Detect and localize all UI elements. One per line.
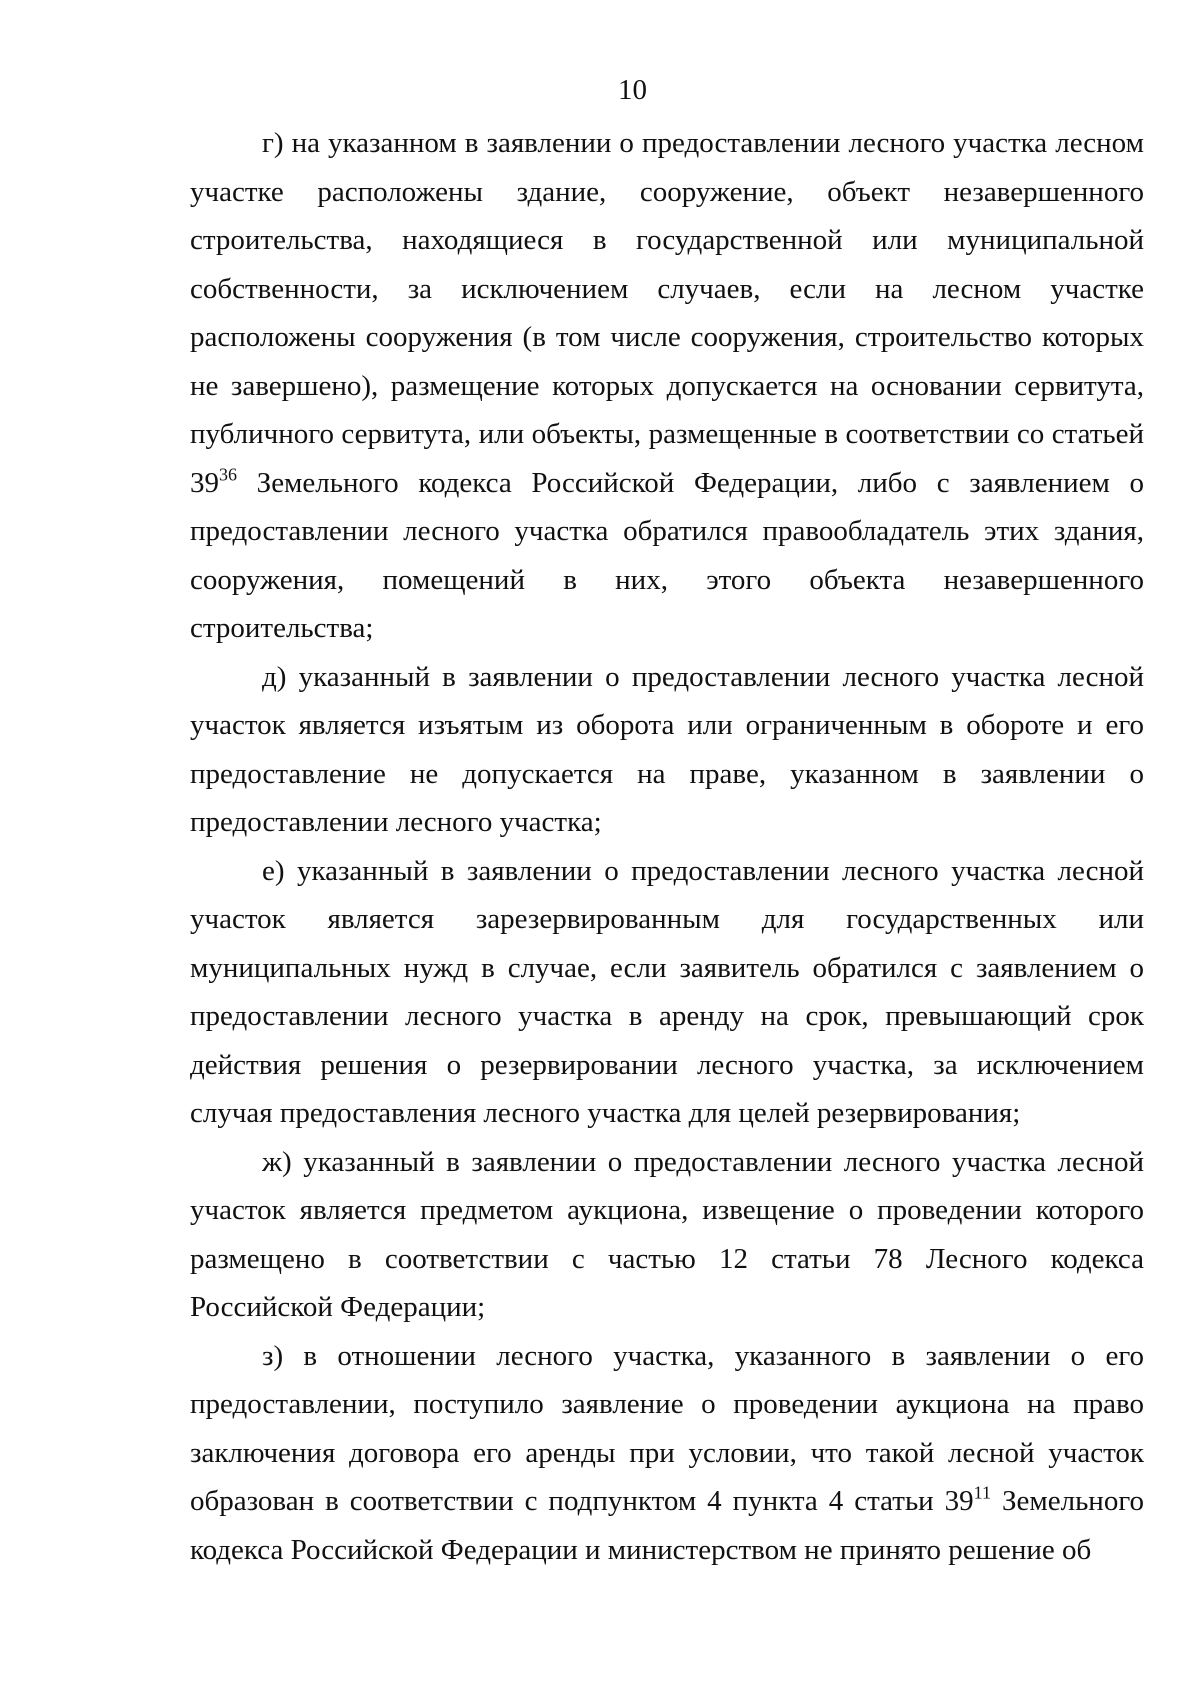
paragraph-text: е) указанный в заявлении о предоставлении лесного участка лесной участок является зарезервированным для государственных или муниципальных нужд в случае, если заявитель обратился с заявлением о предоставлении лесного участка в аренду на срок, превышающий срок действия решения о резервировании лесного участка, за исключением случая предоставления лесного участка для целей резервирования; <box>190 854 1144 1129</box>
paragraph-g <box>190 119 1144 653</box>
page-number: 10 <box>618 74 647 106</box>
paragraph-text: ж) указанный в заявлении о предоставлении лесного участка лесной участок является предметом аукциона, извещение о проведении которого размещено в соответствии с частью 12 статьи 78 Лесного кодекса Российской Федерации; <box>190 1145 1144 1323</box>
paragraph-text: г) на указанном в заявлении о предоставлении лесного участка лесном участке расположены здание, сооружение, объект незавершенного строительства, находящиеся в государственной или муниципальной собственности, за исключением случаев, если на лесном участке расположены сооружения (в том числе сооружения, строительство которых не завершено), размещение которых допускается на основании сервитута, публичного сервитута, или объекты, размещенные в соответствии со статьей 39 <box>190 127 1144 499</box>
paragraph-text: Земельного кодекса Российской Федерации и министерством не принято решение об <box>190 1485 1145 1566</box>
superscript: 36 <box>219 463 237 484</box>
paragraph-zh <box>190 1138 1144 1332</box>
paragraph-z <box>190 1332 1144 1575</box>
paragraph-text: д) указанный в заявлении о предоставлении лесного участка лесной участок является изъятым из оборота или ограниченным в обороте и его предоставление не допускается на праве, указанном в заявлении о предоставлении лесного участка; <box>190 660 1144 838</box>
document-body <box>190 119 1144 1574</box>
paragraph-text: з) в отношении лесного участка, указанного в заявлении о его предоставлении, поступило заявление о проведении аукциона на право заключения договора его аренды при условии, что такой лесной участок образован в соответствии с подпунктом 4 пункта 4 статьи 39 <box>190 1339 1144 1517</box>
paragraph-e <box>190 847 1144 1138</box>
paragraph-text: Земельного кодекса Российской Федерации, либо с заявлением о предоставлении лесного участка обратился правообладатель этих здания, сооружения, помещений в них, этого объекта незавершенного строительства; <box>190 466 1144 644</box>
paragraph-d <box>190 653 1144 847</box>
superscript: 11 <box>973 1482 992 1503</box>
